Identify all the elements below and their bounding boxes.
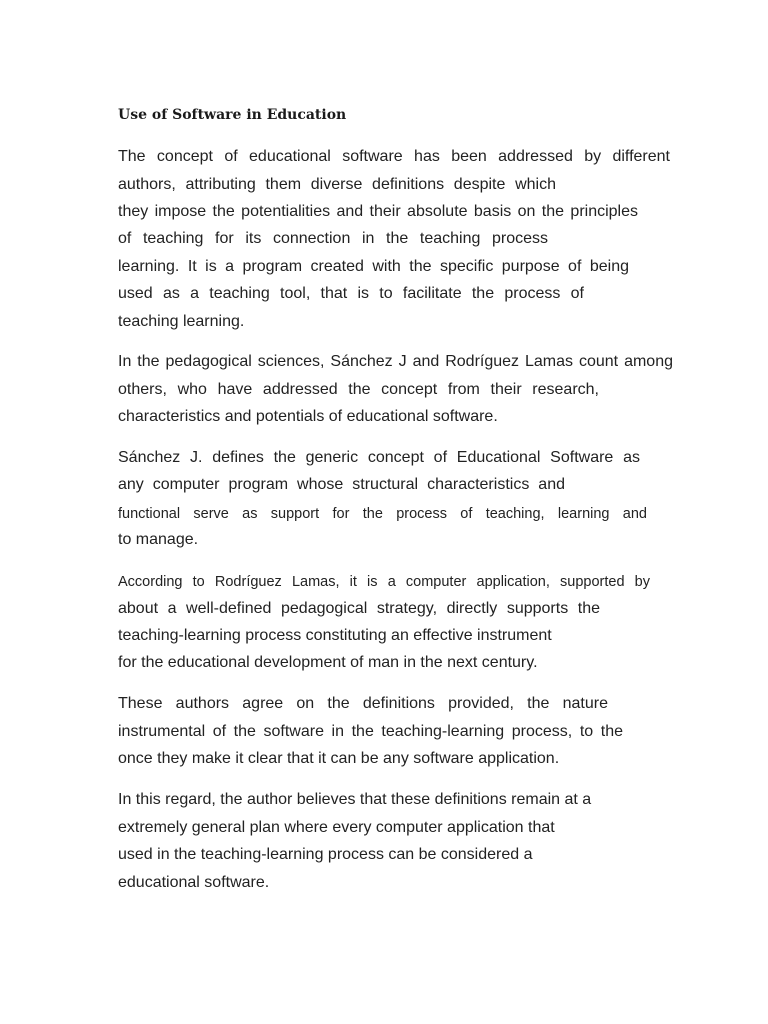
paragraph-3-line-2: any computer program whose structural characteristics and — [118, 476, 565, 493]
paragraph-1-line-1: The concept of educational software has been addressed by different — [118, 148, 670, 165]
paragraph-5-line-3: once they make it clear that it can be any software application. — [118, 750, 560, 767]
document-title: Use of Software in Education — [118, 107, 347, 123]
paragraph-5-line-1: These authors agree on the definitions provided, the nature — [118, 695, 608, 712]
paragraph-6-line-4: educational software. — [118, 874, 270, 891]
paragraph-1-line-2: authors, attributing them diverse definitions despite which — [118, 176, 556, 193]
paragraph-2-line-3: characteristics and potentials of educational software. — [118, 408, 498, 425]
paragraph-2-line-2: others, who have addressed the concept from their research, — [118, 381, 599, 398]
paragraph-1-line-7: teaching learning. — [118, 313, 245, 330]
paragraph-4-line-1: According to Rodríguez Lamas, it is a computer application, supported by — [118, 574, 650, 590]
paragraph-3-line-1: Sánchez J. defines the generic concept of Educational Software as — [118, 449, 640, 466]
paragraph-5-line-2: instrumental of the software in the teaching-learning process, to the — [118, 723, 623, 740]
paragraph-3-line-4: to manage. — [118, 531, 199, 548]
paragraph-4-line-2: about a well-defined pedagogical strategy, directly supports the — [118, 600, 600, 617]
paragraph-1-line-4: of teaching for its connection in the teaching process — [118, 230, 548, 247]
paragraph-4-line-4: for the educational development of man in the next century. — [118, 654, 538, 671]
paragraph-1-line-5: learning. It is a program created with the specific purpose of being — [118, 258, 629, 275]
paragraph-6-line-3: used in the teaching-learning process can be considered a — [118, 846, 533, 863]
paragraph-6-line-2: extremely general plan where every computer application that — [118, 819, 555, 836]
paragraph-2-line-1: In the pedagogical sciences, Sánchez J and Rodríguez Lamas count among — [118, 353, 673, 370]
paragraph-6-line-1: In this regard, the author believes that these definitions remain at a — [118, 791, 592, 808]
paragraph-3-line-3: functional serve as support for the process of teaching, learning and — [118, 506, 647, 522]
paragraph-1-line-6: used as a teaching tool, that is to facilitate the process of — [118, 285, 584, 302]
paragraph-1-line-3: they impose the potentialities and their absolute basis on the principles — [118, 203, 638, 220]
paragraph-4-line-3: teaching-learning process constituting an effective instrument — [118, 627, 552, 644]
